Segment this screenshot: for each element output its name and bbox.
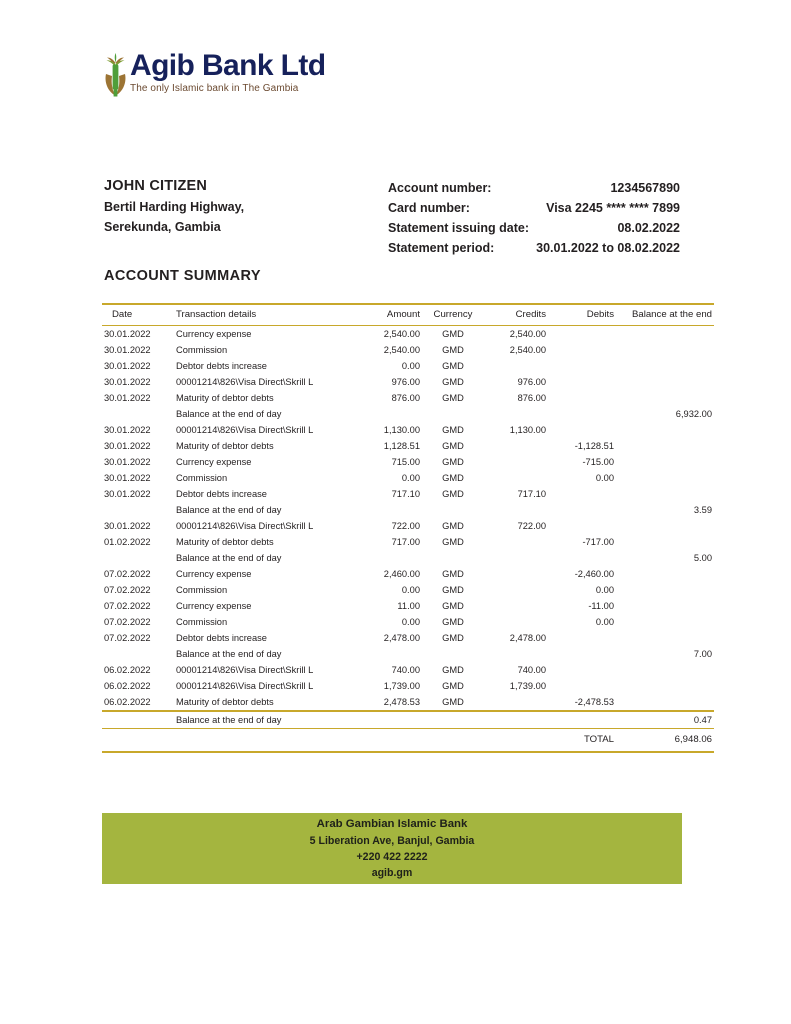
table-row [102, 630, 714, 646]
cell-date: 06.02.2022 [104, 665, 151, 675]
cell-debits: -2,478.53 [574, 697, 614, 707]
cell-amount: 1,128.51 [383, 441, 420, 451]
cell-credits [482, 470, 550, 486]
footer-website: agib.gm [371, 867, 413, 879]
cell-debits: -2,460.00 [574, 569, 614, 579]
cell-credits [482, 646, 550, 662]
cell-currency: GMD [442, 665, 464, 675]
cell-currency: GMD [442, 377, 464, 387]
cell-currency: GMD [442, 681, 464, 691]
account-number-value: 1234567890 [610, 181, 680, 195]
cell-currency [424, 502, 482, 518]
cell-currency: GMD [442, 697, 464, 707]
cell-credits [482, 550, 550, 566]
cell-debits [550, 326, 620, 343]
cell-balance [620, 390, 714, 406]
cell-amount: 717.10 [391, 489, 420, 499]
cell-details: Currency expense [176, 569, 252, 579]
cell-currency: GMD [442, 329, 464, 339]
account-summary-table-wrap [102, 303, 712, 753]
cell-credits [482, 598, 550, 614]
card-number-value: Visa 2245 **** **** 7899 [546, 201, 680, 215]
cell-amount: 976.00 [391, 377, 420, 387]
cell-debits: 0.00 [595, 585, 614, 595]
table-row [102, 566, 714, 582]
cell-currency [424, 406, 482, 422]
cell-amount: 722.00 [391, 521, 420, 531]
table-row [102, 598, 714, 614]
cell-currency: GMD [442, 633, 464, 643]
cell-date: 30.01.2022 [104, 393, 151, 403]
cell-debits [550, 678, 620, 694]
cell-amount: 876.00 [391, 393, 420, 403]
column-header-debits: Debits [586, 309, 614, 320]
column-header-balance: Balance at the end [631, 309, 712, 320]
cell-credits: 717.10 [517, 489, 546, 499]
cell-balance [620, 694, 714, 711]
cell-details: Currency expense [176, 601, 252, 611]
issuing-date-row [388, 218, 680, 238]
table-row [102, 374, 714, 390]
cell-date: 07.02.2022 [104, 601, 151, 611]
total-label: TOTAL [583, 734, 614, 745]
cell-balance: 3.59 [693, 505, 712, 515]
cell-currency: GMD [442, 441, 464, 451]
cell-date: 06.02.2022 [104, 681, 151, 691]
cell-debits: 0.00 [595, 473, 614, 483]
cell-debits [550, 502, 620, 518]
cell-details: Debtor debts increase [176, 489, 267, 499]
cell-debits [550, 342, 620, 358]
cell-details: 00001214\826\Visa Direct\Skrill L [176, 681, 314, 691]
table-row [102, 662, 714, 678]
cell-credits: 740.00 [517, 665, 546, 675]
cell-details: Balance at the end of day [176, 715, 282, 725]
cell-balance [620, 470, 714, 486]
cell-credits [482, 438, 550, 454]
cell-amount: 717.00 [391, 537, 420, 547]
cell-date: 07.02.2022 [104, 585, 151, 595]
table-row [102, 422, 714, 438]
footer-bank-name: Arab Gambian Islamic Bank [316, 818, 468, 830]
logo-tagline: The only Islamic bank in The Gambia [130, 83, 299, 94]
page-title: ACCOUNT SUMMARY [104, 268, 261, 284]
cell-date: 30.01.2022 [104, 457, 151, 467]
cell-details: 00001214\826\Visa Direct\Skrill L [176, 521, 314, 531]
table-row [102, 582, 714, 598]
cell-credits [482, 534, 550, 550]
cell-balance [620, 630, 714, 646]
total-value: 6,948.06 [674, 734, 712, 745]
cell-balance [620, 422, 714, 438]
cell-details: Currency expense [176, 457, 252, 467]
cell-amount: 715.00 [391, 457, 420, 467]
cell-date: 01.02.2022 [104, 537, 151, 547]
cell-debits [550, 358, 620, 374]
cell-balance [620, 678, 714, 694]
cell-credits: 1,739.00 [509, 681, 546, 691]
cell-details: 00001214\826\Visa Direct\Skrill L [176, 665, 314, 675]
cell-details: Maturity of debtor debts [176, 441, 274, 451]
cell-balance [620, 598, 714, 614]
card-number-label: Card number: [388, 201, 470, 215]
cell-details: Commission [176, 473, 228, 483]
cell-amount [354, 646, 424, 662]
cell-credits [482, 582, 550, 598]
cell-balance [620, 486, 714, 502]
cell-details: 00001214\826\Visa Direct\Skrill L [176, 377, 314, 387]
cell-amount: 2,540.00 [383, 345, 420, 355]
cell-details: Commission [176, 617, 228, 627]
account-number-label: Account number: [388, 181, 492, 195]
column-header-amount: Amount [386, 309, 420, 320]
cell-details: Maturity of debtor debts [176, 537, 274, 547]
cell-details: Debtor debts increase [176, 633, 267, 643]
cell-date [102, 646, 170, 662]
cell-amount [354, 550, 424, 566]
cell-balance [620, 438, 714, 454]
cell-credits [482, 614, 550, 630]
account-meta-block [388, 178, 680, 258]
cell-credits [482, 502, 550, 518]
cell-amount: 740.00 [391, 665, 420, 675]
cell-details: Maturity of debtor debts [176, 697, 274, 707]
cell-amount [354, 711, 424, 729]
cell-amount: 2,540.00 [383, 329, 420, 339]
cell-debits [550, 646, 620, 662]
cell-credits [482, 358, 550, 374]
cell-balance: 6,932.00 [675, 409, 712, 419]
cell-details: Commission [176, 585, 228, 595]
table-row [102, 358, 714, 374]
cell-details: 00001214\826\Visa Direct\Skrill L [176, 425, 314, 435]
cell-debits [550, 390, 620, 406]
cell-credits: 2,540.00 [509, 329, 546, 339]
cell-currency: GMD [442, 361, 464, 371]
cell-date [102, 711, 170, 729]
cell-balance [620, 518, 714, 534]
cell-credits: 722.00 [517, 521, 546, 531]
cell-date: 06.02.2022 [104, 697, 151, 707]
cell-date: 30.01.2022 [104, 425, 151, 435]
cell-debits [550, 550, 620, 566]
cell-date: 30.01.2022 [104, 473, 151, 483]
cell-balance [620, 342, 714, 358]
account-summary-table [102, 303, 714, 753]
cell-credits: 1,130.00 [509, 425, 546, 435]
table-row [102, 470, 714, 486]
cell-debits [550, 422, 620, 438]
customer-name: JOHN CITIZEN [104, 178, 208, 194]
table-body [102, 326, 714, 729]
cell-credits [482, 694, 550, 711]
cell-currency: GMD [442, 569, 464, 579]
cell-amount: 1,130.00 [383, 425, 420, 435]
statement-period-label: Statement period: [388, 241, 495, 255]
table-row [102, 678, 714, 694]
table-head [102, 304, 714, 326]
logo-wordmark: Agib Bank Ltd [130, 49, 326, 82]
cell-debits [550, 630, 620, 646]
cell-credits [482, 406, 550, 422]
table-row [102, 534, 714, 550]
balance-row [102, 406, 714, 422]
cell-details: Debtor debts increase [176, 361, 267, 371]
cell-currency: GMD [442, 473, 464, 483]
column-header-date: Date [112, 309, 133, 320]
issuing-date-value: 08.02.2022 [617, 221, 680, 235]
table-row [102, 454, 714, 470]
cell-date: 30.01.2022 [104, 329, 151, 339]
cell-debits: -11.00 [588, 601, 614, 611]
cell-credits [482, 566, 550, 582]
cell-currency: GMD [442, 425, 464, 435]
cell-details: Commission [176, 345, 228, 355]
cell-balance [620, 374, 714, 390]
cell-details: Currency expense [176, 329, 252, 339]
cell-currency: GMD [442, 601, 464, 611]
column-header-credits: Credits [515, 309, 546, 320]
statement-period-value: 30.01.2022 to 08.02.2022 [536, 241, 680, 255]
cell-debits [550, 374, 620, 390]
table-row [102, 326, 714, 343]
bank-logo [102, 50, 326, 99]
cell-amount: 11.00 [397, 601, 420, 611]
cell-amount [354, 502, 424, 518]
table-row [102, 390, 714, 406]
cell-credits [482, 454, 550, 470]
statement-period-row [388, 238, 680, 258]
cell-currency: GMD [442, 521, 464, 531]
cell-balance [620, 326, 714, 343]
cell-amount [354, 406, 424, 422]
cell-balance: 5.00 [693, 553, 712, 563]
cell-balance: 7.00 [693, 649, 712, 659]
table-row [102, 614, 714, 630]
column-header-details: Transaction details [176, 309, 257, 320]
cell-credits: 976.00 [517, 377, 546, 387]
cell-currency [424, 646, 482, 662]
cell-debits [550, 406, 620, 422]
cell-debits: -1,128.51 [574, 441, 614, 451]
cell-currency: GMD [442, 537, 464, 547]
cell-amount: 2,460.00 [383, 569, 420, 579]
cell-date: 30.01.2022 [104, 361, 151, 371]
table-row [102, 486, 714, 502]
page-footer [102, 813, 682, 884]
balance-row [102, 502, 714, 518]
cell-credits: 876.00 [517, 393, 546, 403]
cell-date: 07.02.2022 [104, 569, 151, 579]
palm-tree-crescent-icon [102, 52, 129, 99]
cell-balance [620, 566, 714, 582]
cell-details: Balance at the end of day [176, 409, 282, 419]
cell-balance [620, 582, 714, 598]
cell-balance [620, 454, 714, 470]
balance-row [102, 550, 714, 566]
cell-details: Balance at the end of day [176, 553, 282, 563]
balance-row [102, 711, 714, 729]
customer-address-line-1: Bertil Harding Highway, [104, 200, 245, 214]
cell-date: 07.02.2022 [104, 633, 151, 643]
cell-date: 30.01.2022 [104, 521, 151, 531]
cell-amount: 0.00 [401, 585, 420, 595]
footer-phone: +220 422 2222 [356, 851, 428, 863]
cell-currency: GMD [442, 585, 464, 595]
footer-address: 5 Liberation Ave, Banjul, Gambia [309, 835, 475, 847]
cell-date: 30.01.2022 [104, 345, 151, 355]
cell-details: Balance at the end of day [176, 505, 282, 515]
cell-date [102, 502, 170, 518]
customer-block [104, 176, 374, 237]
cell-details: Balance at the end of day [176, 649, 282, 659]
cell-debits [550, 486, 620, 502]
table-row [102, 694, 714, 711]
cell-amount: 0.00 [401, 473, 420, 483]
cell-date [102, 406, 170, 422]
cell-amount: 0.00 [401, 617, 420, 627]
balance-row [102, 646, 714, 662]
cell-credits: 2,540.00 [509, 345, 546, 355]
card-number-row [388, 198, 680, 218]
cell-debits: -715.00 [582, 457, 614, 467]
table-row [102, 438, 714, 454]
cell-currency: GMD [442, 457, 464, 467]
issuing-date-label: Statement issuing date: [388, 221, 529, 235]
cell-debits: 0.00 [595, 617, 614, 627]
cell-debits [550, 518, 620, 534]
cell-currency: GMD [442, 489, 464, 499]
cell-date: 30.01.2022 [104, 441, 151, 451]
column-header-currency: Currency [433, 309, 473, 320]
cell-credits [482, 711, 550, 729]
cell-currency [424, 550, 482, 566]
table-row [102, 342, 714, 358]
cell-balance: 0.47 [693, 715, 712, 725]
cell-amount: 2,478.53 [383, 697, 420, 707]
total-row [102, 729, 714, 753]
customer-address-line-2: Serekunda, Gambia [104, 220, 221, 234]
table-header-row [102, 304, 714, 326]
cell-currency [424, 711, 482, 729]
cell-debits [550, 662, 620, 678]
cell-currency: GMD [442, 345, 464, 355]
cell-date: 30.01.2022 [104, 489, 151, 499]
table-foot [102, 729, 714, 753]
cell-amount: 0.00 [401, 361, 420, 371]
cell-amount: 2,478.00 [383, 633, 420, 643]
cell-balance [620, 534, 714, 550]
cell-credits: 2,478.00 [509, 633, 546, 643]
cell-date: 07.02.2022 [104, 617, 151, 627]
cell-date: 30.01.2022 [104, 377, 151, 387]
account-number-row [388, 178, 680, 198]
cell-details: Maturity of debtor debts [176, 393, 274, 403]
cell-balance [620, 614, 714, 630]
cell-currency: GMD [442, 393, 464, 403]
table-row [102, 518, 714, 534]
cell-currency: GMD [442, 617, 464, 627]
cell-date [102, 550, 170, 566]
cell-debits: -717.00 [582, 537, 614, 547]
cell-balance [620, 662, 714, 678]
cell-balance [620, 358, 714, 374]
cell-debits [550, 711, 620, 729]
cell-amount: 1,739.00 [383, 681, 420, 691]
